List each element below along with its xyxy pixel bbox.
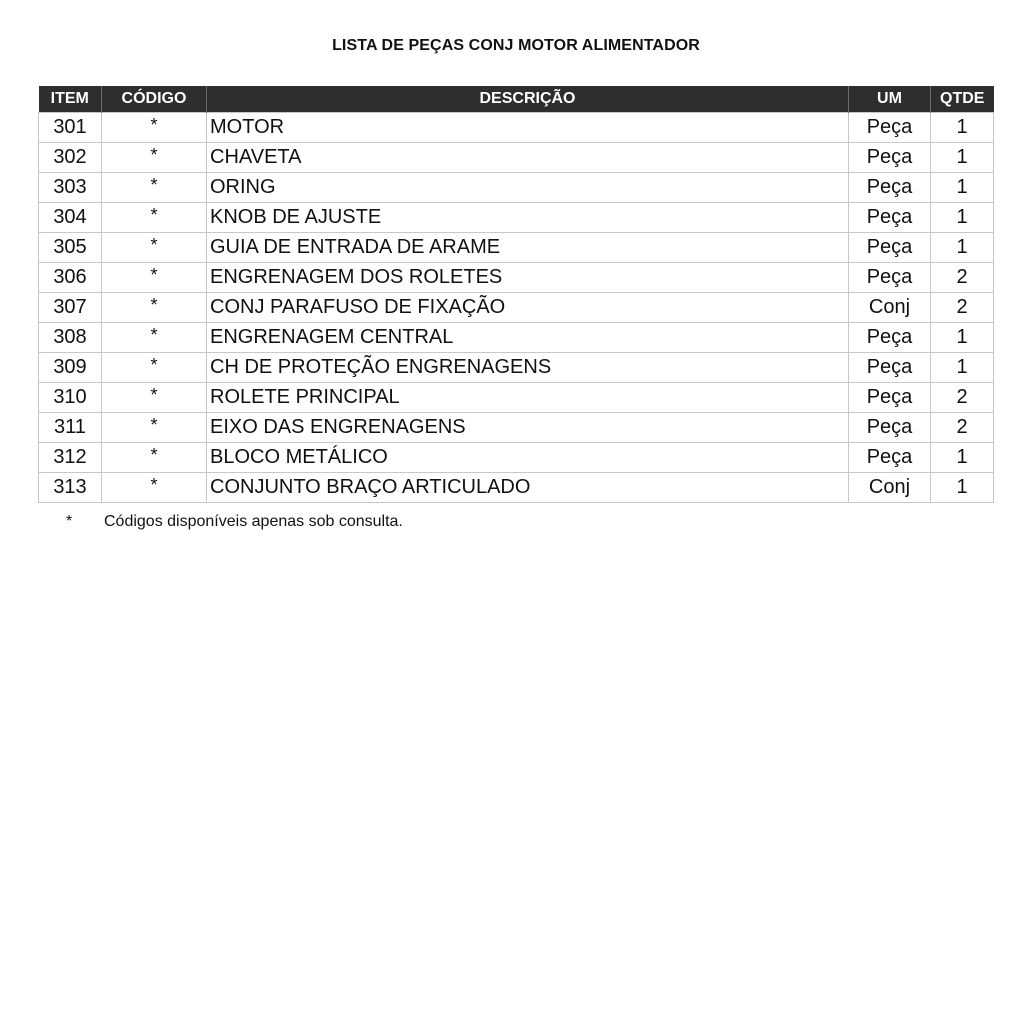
- cell-um: Peça: [849, 413, 931, 443]
- cell-code: *: [102, 143, 207, 173]
- cell-description: CH DE PROTEÇÃO ENGRENAGENS: [207, 353, 849, 383]
- cell-um: Conj: [849, 473, 931, 503]
- cell-code: *: [102, 413, 207, 443]
- header-item: ITEM: [39, 86, 102, 113]
- cell-qty: 2: [931, 413, 994, 443]
- cell-code: *: [102, 293, 207, 323]
- cell-description: GUIA DE ENTRADA DE ARAME: [207, 233, 849, 263]
- cell-description: MOTOR: [207, 113, 849, 143]
- cell-qty: 1: [931, 473, 994, 503]
- cell-qty: 2: [931, 263, 994, 293]
- cell-description: CONJUNTO BRAÇO ARTICULADO: [207, 473, 849, 503]
- cell-qty: 2: [931, 293, 994, 323]
- cell-item: 308: [39, 323, 102, 353]
- cell-item: 312: [39, 443, 102, 473]
- cell-item: 301: [39, 113, 102, 143]
- cell-um: Peça: [849, 173, 931, 203]
- table-row: [39, 113, 994, 143]
- table-row: [39, 443, 994, 473]
- cell-code: *: [102, 443, 207, 473]
- cell-qty: 2: [931, 383, 994, 413]
- cell-code: *: [102, 263, 207, 293]
- cell-qty: 1: [931, 353, 994, 383]
- cell-description: ORING: [207, 173, 849, 203]
- footnote-mark: *: [66, 513, 73, 530]
- footnote: [66, 513, 403, 531]
- cell-um: Peça: [849, 113, 931, 143]
- table-header: [39, 86, 994, 113]
- cell-qty: 1: [931, 173, 994, 203]
- cell-description: CHAVETA: [207, 143, 849, 173]
- cell-code: *: [102, 323, 207, 353]
- cell-item: 307: [39, 293, 102, 323]
- table-row: [39, 473, 994, 503]
- cell-description: ENGRENAGEM CENTRAL: [207, 323, 849, 353]
- cell-um: Peça: [849, 263, 931, 293]
- cell-item: 303: [39, 173, 102, 203]
- header-qty: QTDE: [931, 86, 994, 113]
- header-description: DESCRIÇÃO: [207, 86, 849, 113]
- cell-code: *: [102, 113, 207, 143]
- table-row: [39, 323, 994, 353]
- cell-item: 304: [39, 203, 102, 233]
- cell-description: EIXO DAS ENGRENAGENS: [207, 413, 849, 443]
- cell-item: 310: [39, 383, 102, 413]
- cell-code: *: [102, 173, 207, 203]
- table-row: [39, 143, 994, 173]
- table-row: [39, 203, 994, 233]
- cell-description: BLOCO METÁLICO: [207, 443, 849, 473]
- cell-code: *: [102, 383, 207, 413]
- cell-qty: 1: [931, 113, 994, 143]
- table-body: [39, 113, 994, 503]
- header-row: [39, 86, 994, 113]
- cell-qty: 1: [931, 323, 994, 353]
- cell-qty: 1: [931, 203, 994, 233]
- table-row: [39, 263, 994, 293]
- cell-qty: 1: [931, 143, 994, 173]
- cell-um: Conj: [849, 293, 931, 323]
- footnote-text: Códigos disponíveis apenas sob consulta.: [104, 513, 403, 530]
- cell-um: Peça: [849, 203, 931, 233]
- parts-table: [38, 86, 994, 503]
- cell-item: 311: [39, 413, 102, 443]
- header-um: UM: [849, 86, 931, 113]
- cell-um: Peça: [849, 353, 931, 383]
- page-title: LISTA DE PEÇAS CONJ MOTOR ALIMENTADOR: [332, 37, 700, 54]
- cell-qty: 1: [931, 233, 994, 263]
- cell-description: CONJ PARAFUSO DE FIXAÇÃO: [207, 293, 849, 323]
- cell-um: Peça: [849, 143, 931, 173]
- cell-um: Peça: [849, 383, 931, 413]
- cell-code: *: [102, 473, 207, 503]
- table-row: [39, 353, 994, 383]
- cell-code: *: [102, 353, 207, 383]
- cell-item: 313: [39, 473, 102, 503]
- cell-item: 305: [39, 233, 102, 263]
- cell-description: KNOB DE AJUSTE: [207, 203, 849, 233]
- cell-um: Peça: [849, 233, 931, 263]
- cell-item: 309: [39, 353, 102, 383]
- table-row: [39, 233, 994, 263]
- header-code: CÓDIGO: [102, 86, 207, 113]
- cell-item: 302: [39, 143, 102, 173]
- cell-item: 306: [39, 263, 102, 293]
- table-row: [39, 383, 994, 413]
- cell-qty: 1: [931, 443, 994, 473]
- cell-description: ENGRENAGEM DOS ROLETES: [207, 263, 849, 293]
- cell-code: *: [102, 203, 207, 233]
- cell-description: ROLETE PRINCIPAL: [207, 383, 849, 413]
- table-row: [39, 413, 994, 443]
- table-row: [39, 293, 994, 323]
- cell-code: *: [102, 233, 207, 263]
- cell-um: Peça: [849, 443, 931, 473]
- table-row: [39, 173, 994, 203]
- cell-um: Peça: [849, 323, 931, 353]
